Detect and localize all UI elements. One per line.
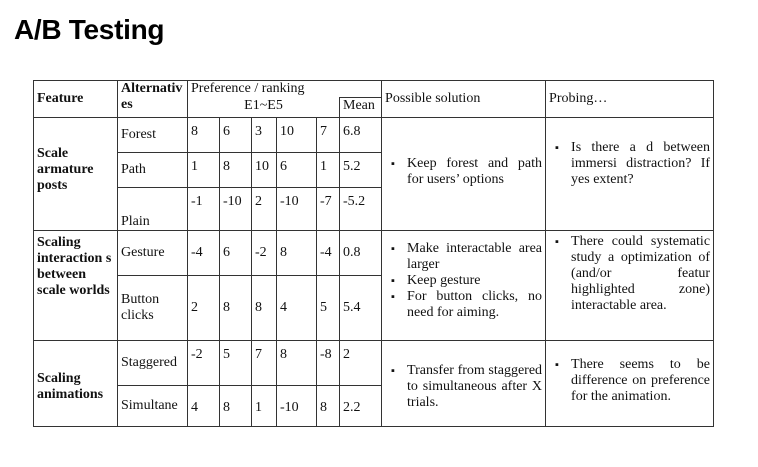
- mean-cell: 2.2: [340, 386, 382, 427]
- header-preference: Preference / ranking: [188, 81, 382, 98]
- ab-testing-table: [33, 80, 714, 427]
- score-cell: 8: [188, 118, 220, 153]
- header-e-range: E1~E5: [188, 98, 340, 118]
- alternative-cell: Staggered: [118, 341, 188, 386]
- score-cell: 8: [220, 153, 252, 188]
- solution-item: ▪ Keep gesture: [385, 273, 542, 289]
- mean-cell: 0.8: [340, 231, 382, 276]
- score-cell: 6: [220, 231, 252, 276]
- feature-cell: Scale armature posts: [34, 118, 118, 231]
- header-alternatives: Alternatives: [118, 81, 188, 118]
- probing-cell: [546, 118, 714, 231]
- table-row: [34, 231, 714, 276]
- probing-cell: [546, 341, 714, 427]
- score-cell: 10: [277, 118, 317, 153]
- score-cell: 5: [317, 276, 340, 341]
- solution-item: ▪ For button clicks, no need for aiming.: [385, 289, 542, 321]
- score-cell: 8: [317, 386, 340, 427]
- score-cell: 4: [277, 276, 317, 341]
- score-cell: 1: [188, 153, 220, 188]
- ab-testing-table-container: [33, 80, 711, 428]
- score-cell: -10: [277, 188, 317, 231]
- score-cell: -2: [252, 231, 277, 276]
- score-cell: 4: [188, 386, 220, 427]
- solution-item: ▪ Keep forest and path for users’ options: [385, 156, 542, 188]
- score-cell: 7: [252, 341, 277, 386]
- table-header-row: [34, 81, 714, 98]
- solution-item: ▪ Transfer from staggered to simultaneous after X trials.: [385, 363, 542, 411]
- score-cell: 2: [188, 276, 220, 341]
- mean-cell: -5.2: [340, 188, 382, 231]
- table-row: [34, 341, 714, 386]
- score-cell: -10: [220, 188, 252, 231]
- score-cell: 1: [317, 153, 340, 188]
- probing-item: ▪ There seems to be difference on preference for the animation.: [549, 357, 710, 405]
- probing-item: ▪ Is there a d between immersi distraction? If yes extent?: [549, 140, 710, 188]
- score-cell: 2: [252, 188, 277, 231]
- mean-cell: 2: [340, 341, 382, 386]
- alternative-cell: Button clicks: [118, 276, 188, 341]
- header-mean: Mean: [340, 98, 382, 118]
- header-solution: Possible solution: [382, 81, 546, 118]
- solution-cell: [382, 341, 546, 427]
- feature-cell: Scaling animations: [34, 341, 118, 427]
- score-cell: -10: [277, 386, 317, 427]
- score-cell: 5: [220, 341, 252, 386]
- score-cell: 6: [277, 153, 317, 188]
- score-cell: 8: [277, 231, 317, 276]
- alternative-cell: Forest: [118, 118, 188, 153]
- score-cell: -1: [188, 188, 220, 231]
- solution-cell: [382, 118, 546, 231]
- score-cell: 6: [220, 118, 252, 153]
- mean-cell: 6.8: [340, 118, 382, 153]
- probing-cell: [546, 231, 714, 341]
- alternative-cell: Gesture: [118, 231, 188, 276]
- alternative-cell: Path: [118, 153, 188, 188]
- score-cell: -4: [188, 231, 220, 276]
- score-cell: -8: [317, 341, 340, 386]
- alternative-cell: Plain: [118, 188, 188, 231]
- page-title: A/B Testing: [14, 14, 165, 45]
- table-row: [34, 118, 714, 153]
- score-cell: 8: [220, 386, 252, 427]
- score-cell: -2: [188, 341, 220, 386]
- mean-cell: 5.2: [340, 153, 382, 188]
- score-cell: 10: [252, 153, 277, 188]
- header-feature: Feature: [34, 81, 118, 118]
- solution-item: ▪ Make interactable area larger: [385, 241, 542, 273]
- score-cell: -4: [317, 231, 340, 276]
- score-cell: -7: [317, 188, 340, 231]
- score-cell: 1: [252, 386, 277, 427]
- score-cell: 8: [220, 276, 252, 341]
- score-cell: 8: [252, 276, 277, 341]
- score-cell: 7: [317, 118, 340, 153]
- alternative-cell: Simultane: [118, 386, 188, 427]
- header-probing: Probing…: [546, 81, 714, 118]
- feature-cell: Scaling interaction s between scale worlds: [34, 231, 118, 341]
- solution-cell: [382, 231, 546, 341]
- probing-item: ▪ There could systematic study a optimization of (and/or featur highlighted zone) interactable area.: [549, 234, 710, 314]
- score-cell: 8: [277, 341, 317, 386]
- score-cell: 3: [252, 118, 277, 153]
- mean-cell: 5.4: [340, 276, 382, 341]
